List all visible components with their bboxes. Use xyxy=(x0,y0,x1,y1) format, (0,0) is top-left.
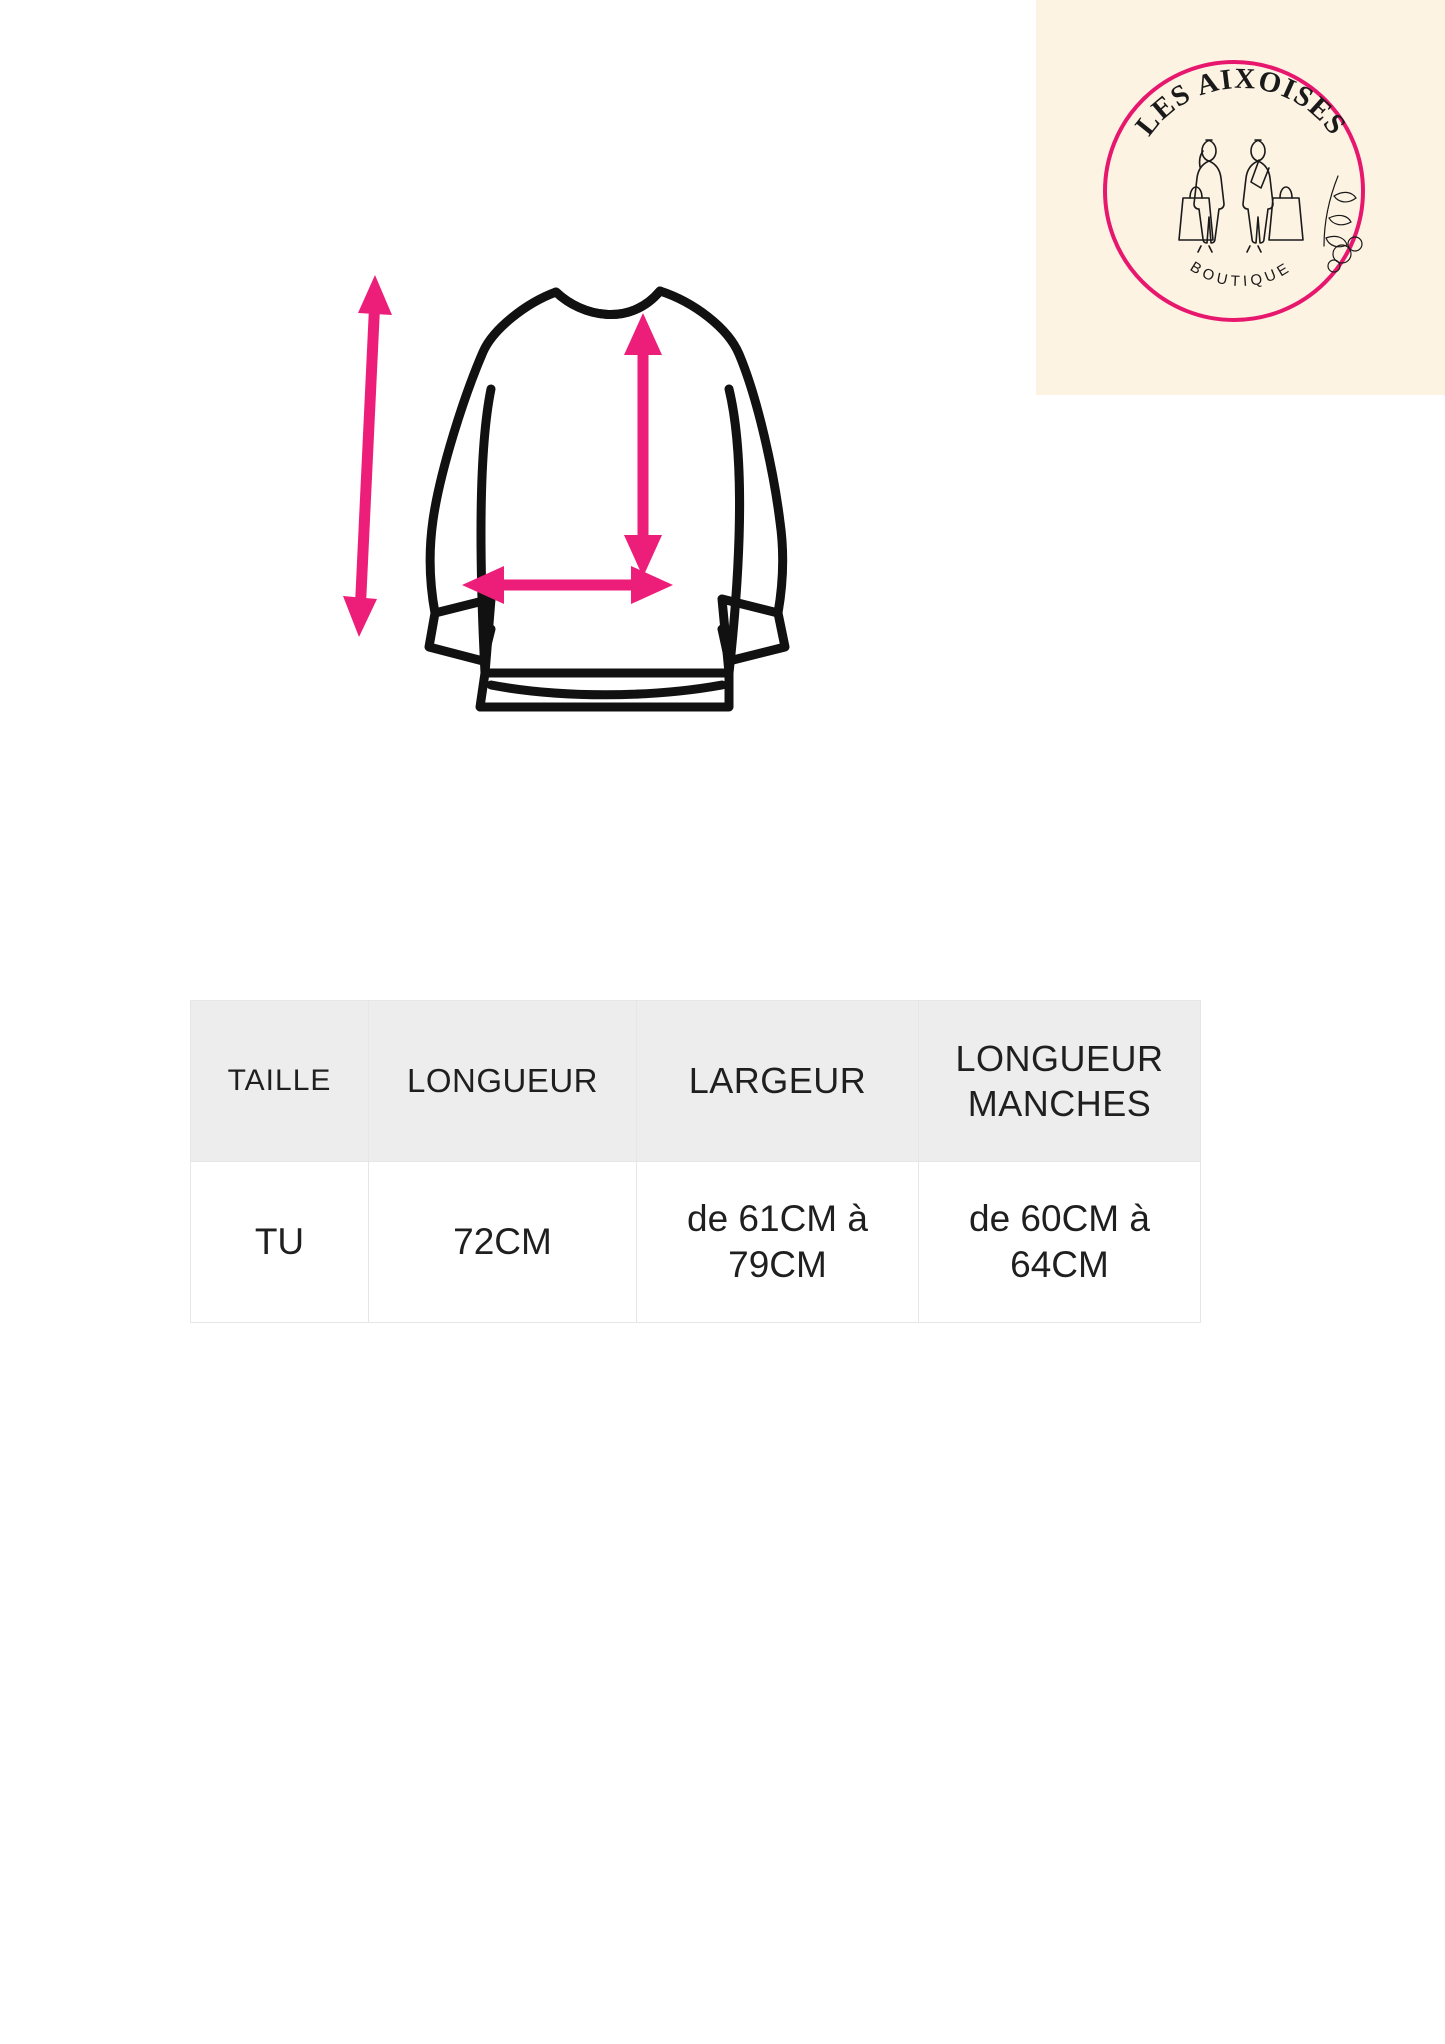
sweatshirt-diagram xyxy=(330,255,940,855)
header-largeur: LARGEUR xyxy=(637,1001,919,1162)
header-longueur-manches: LONGUEUR MANCHES xyxy=(919,1001,1201,1162)
cell-largeur: de 61CM à 79CM xyxy=(637,1162,919,1323)
longueur-arrow xyxy=(343,275,392,637)
header-taille: TAILLE xyxy=(191,1001,369,1162)
cell-longueur-manches: de 60CM à 64CM xyxy=(919,1162,1201,1323)
header-longueur: LONGUEUR xyxy=(369,1001,637,1162)
table-header-row xyxy=(191,1001,1201,1162)
cell-longueur: 72CM xyxy=(369,1162,637,1323)
brand-logo-block xyxy=(1036,0,1445,395)
largeur-arrow xyxy=(462,566,673,604)
table-row xyxy=(191,1162,1201,1323)
longueur-manches-arrow xyxy=(624,313,662,577)
size-chart-table xyxy=(190,1000,1201,1323)
brand-logo xyxy=(1091,48,1391,348)
garment-illustration xyxy=(330,255,940,855)
sweatshirt-outline xyxy=(429,291,785,707)
logo-artwork xyxy=(1091,48,1391,348)
svg-text:LES AIXOISES: LES AIXOISES xyxy=(1128,62,1353,142)
svg-text:BOUTIQUE: BOUTIQUE xyxy=(1186,257,1295,290)
cell-taille: TU xyxy=(191,1162,369,1323)
